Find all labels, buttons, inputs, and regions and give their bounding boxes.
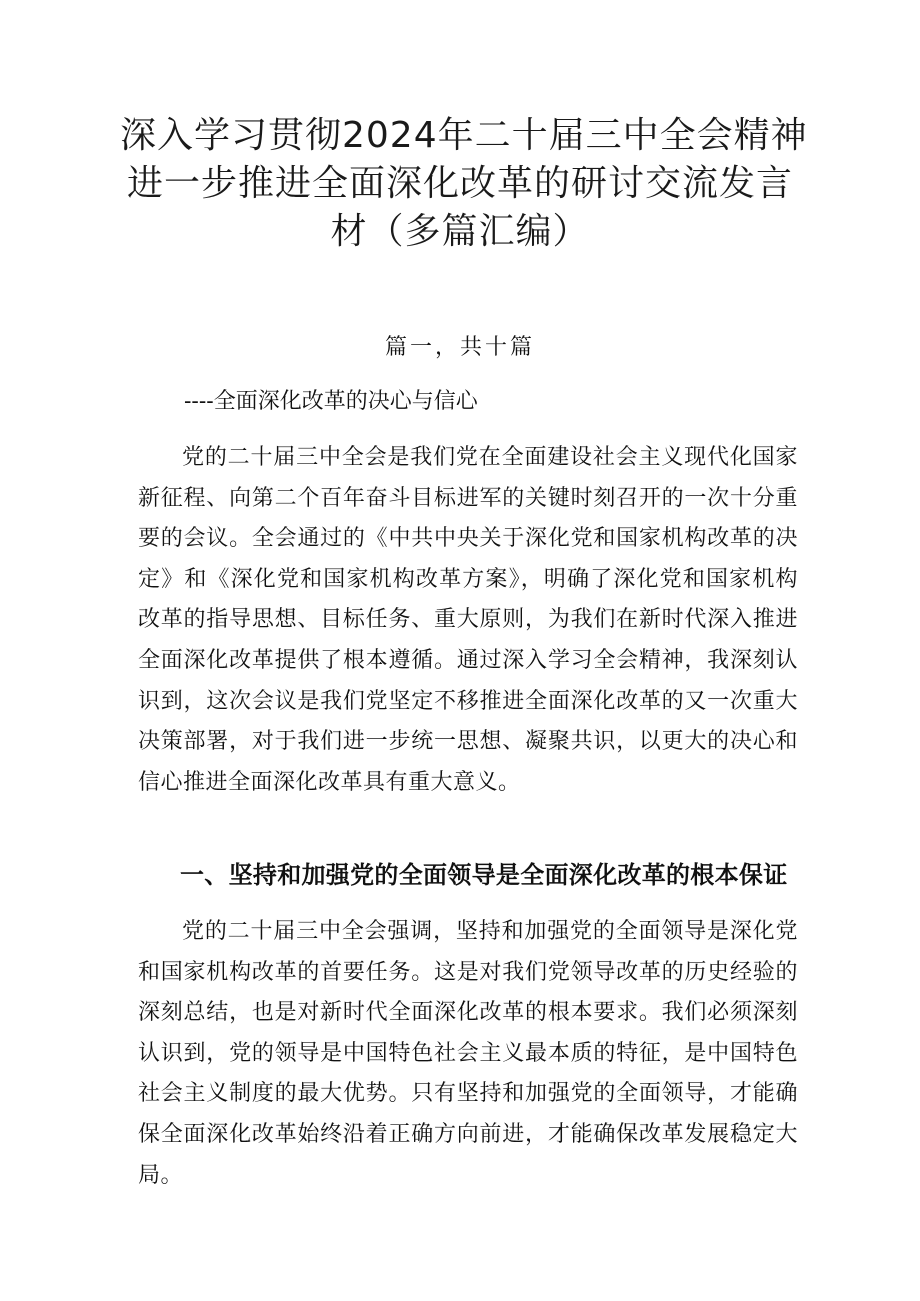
title-line-2: 进一步推进全面深化改革的研讨交流发言 xyxy=(126,163,793,204)
section-label: 篇一，共十篇 xyxy=(384,335,535,360)
body-paragraph-2: 党的二十届三中全会强调，坚持和加强党的全面领导是深化党和国家机构改革的首要任务。这是对我们党领导改革的历史经验的深刻总结，也是对新时代全面深化改革的根本要求。我们必须深刻认识到，党的领导是中国特色社会主义最本质的特征，是中国特色社会主义制度的最大优势。只有坚持和加强党的全面领导，才能确保全面深化改革始终沿着正确方向前进，才能确保改革发展稳定大局。 xyxy=(138,919,798,1188)
section-heading-1: 一、坚持和加强党的全面领导是全面深化改革的根本保证 xyxy=(180,861,788,889)
title-line-1: 深入学习贯彻2024年二十届三中全会精神 xyxy=(120,115,808,156)
title-line-3: 材（多篇汇编） xyxy=(330,211,590,252)
document-title xyxy=(120,112,808,256)
body-paragraph-1: 党的二十届三中全会是我们党在全面建设社会主义现代化国家新征程、向第二个百年奋斗目标进军的关键时刻召开的一次十分重要的会议。全会通过的《中共中央关于深化党和国家机构改革的决定》和《深化党和国家机构改革方案》，明确了深化党和国家机构改革的指导思想、目标任务、重大原则，为我们在新时代深入推进全面深化改革提供了根本遵循。通过深入学习全会精神，我深刻认识到，这次会议是我们党坚定不移推进全面深化改革的又一次重大决策部署，对于我们进一步统一思想、凝聚共识，以更大的决心和信心推进全面深化改革具有重大意义。 xyxy=(138,445,798,795)
document-subtitle: ----全面深化改革的决心与信心 xyxy=(184,389,478,414)
